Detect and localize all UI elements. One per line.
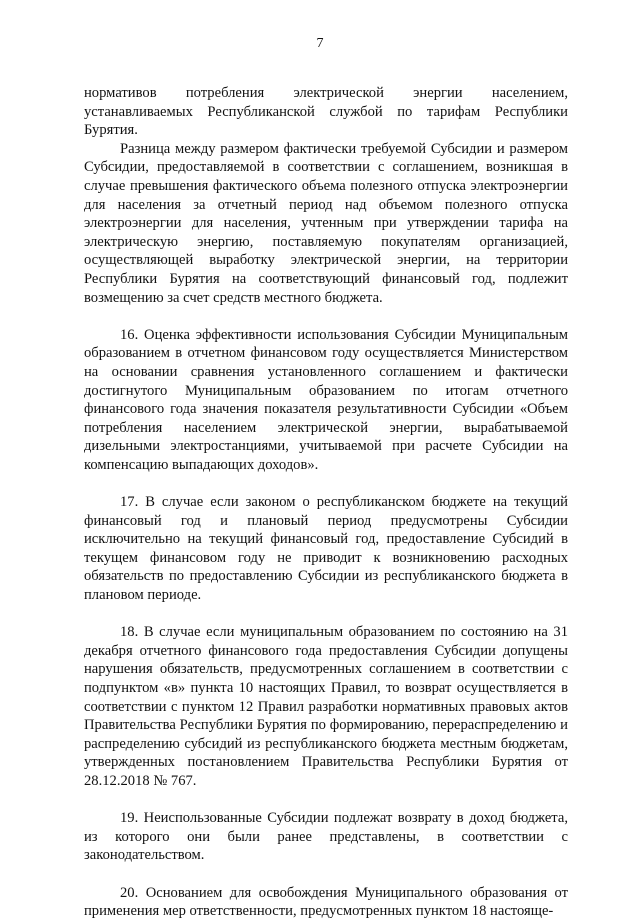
document-body (84, 84, 568, 921)
page-number: 7 (316, 36, 324, 51)
paragraph-20: 20. Основанием для освобождения Муниципального образования от применения мер ответственности, предусмотренных пунктом 18 настояще- (84, 884, 568, 920)
paragraph-subsidy-difference: Разница между размером фактически требуемой Субсидии и размером Субсидии, предоставляемой в соответствии с соглашением, возникшая в случае превышения фактического объема полезного отпуска электроэнергии для населения за отчетный период над объемом полезного отпуска электроэнергии для населения, учтенным при утверждении тарифа на электрическую энергию, поставляемую покупателям организацией, осуществляющей выработку электрической энергии, на территории Республики Бурятия на соответствующий финансовый год, подлежит возмещению за счет средств местного бюджета. (84, 140, 568, 306)
paragraph-19: 19. Неиспользованные Субсидии подлежат возврату в доход бюджета, из которого они были ранее представлены, в соответствии с законодательством. (84, 810, 568, 864)
paragraph-18: 18. В случае если муниципальным образованием по состоянию на 31 декабря отчетного финансового года предоставления Субсидии допущены нарушения обязательств, предусмотренных соглашением в соответствии с подпунктом «в» пункта 10 настоящих Правил, то возврат осуществляется в соответствии с пунктом 12 Правил разработки нормативных правовых актов Правительства Республики Бурятия по формированию, перераспределению и распределению субсидий из республиканского бюджета местным бюджетам, утвержденных постановлением Правительства Республики Бурятия от 28.12.2018 № 767. (84, 624, 568, 789)
paragraph-continuation: нормативов потребления электрической энергии населением, устанавливаемых Республиканской службой по тарифам Республики Бурятия. (84, 85, 568, 139)
paragraph-17: 17. В случае если законом о республиканском бюджете на текущий финансовый год и плановый период предусмотрены Субсидии исключительно на текущий финансовый год, предоставление Субсидий в текущем финансовом году не приводит к возникновению расходных обязательств по предоставлению Субсидии из республиканского бюджета в плановом периоде. (84, 494, 568, 604)
paragraph-16: 16. Оценка эффективности использования Субсидии Муниципальным образованием в отчетном финансовом году осуществляется Министерством на основании сравнения установленного соглашением и фактически достигнутого Муниципальным образованием по итогам отчетного финансового года значения показателя результативности Субсидии «Объем потребления населением электрической энергии, вырабатываемой дизельными электростанциями, учитываемой при расчете Субсидии на компенсацию выпадающих доходов». (84, 326, 568, 473)
